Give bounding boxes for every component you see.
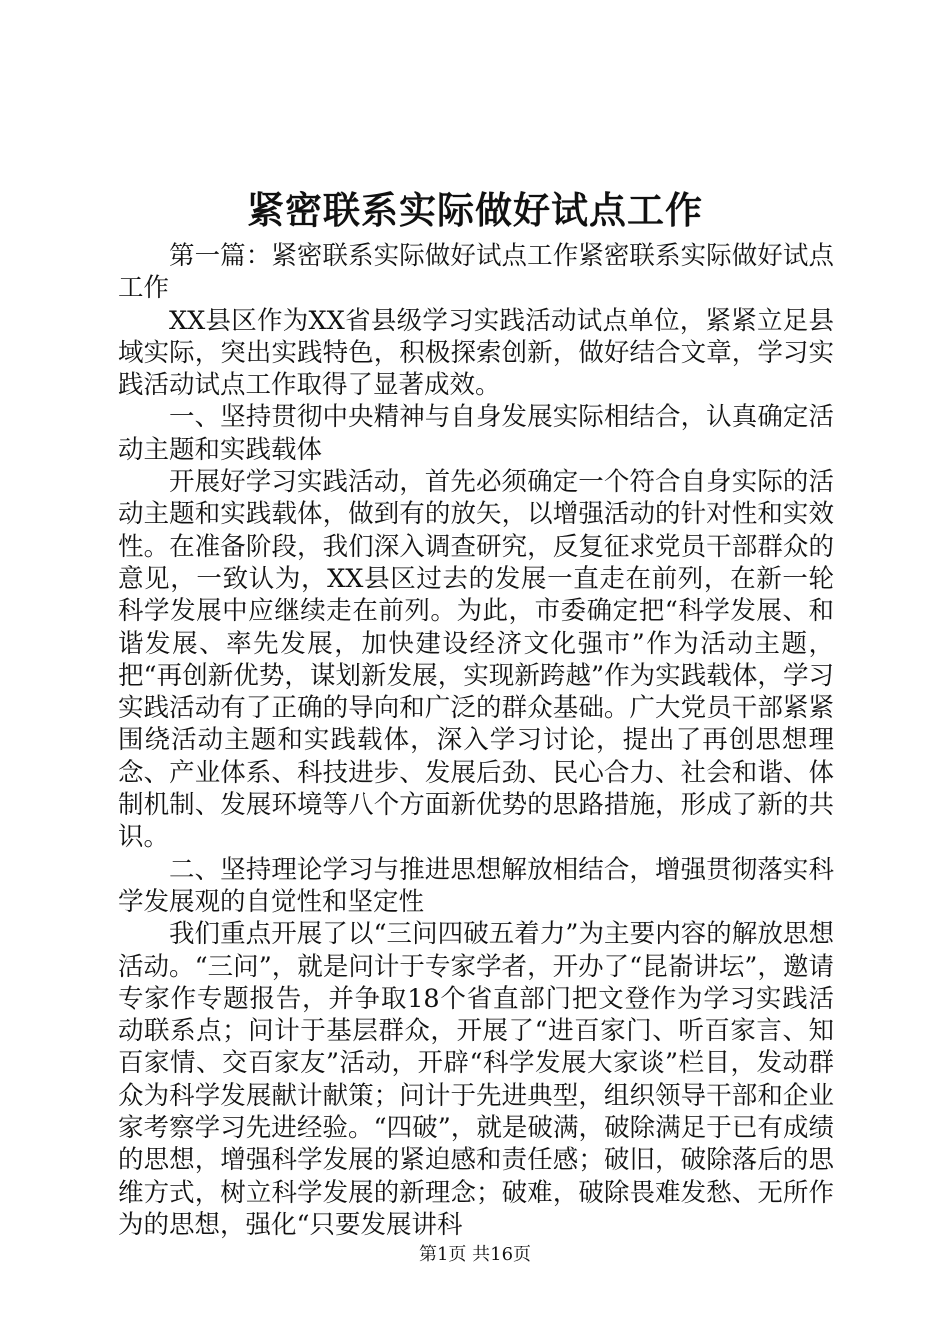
document-body — [118, 240, 834, 1241]
paragraph-section-1-body: 开展好学习实践活动，首先必须确定一个符合自身实际的活动主题和实践载体，做到有的放矢，以增强活动的针对性和实效性。在准备阶段，我们深入调查研究，反复征求党员干部群众的意见，一致认为，XX县区过去的发展一直走在前列，在新一轮科学发展中应继续走在前列。为此，市委确定把“科学发展、和谐发展、率先发展，加快建设经济文化强市”作为活动主题，把“再创新优势，谋划新发展，实现新跨越”作为实践载体，学习实践活动有了正确的导向和广泛的群众基础。广大党员干部紧紧围绕活动主题和实践载体，深入学习讨论，提出了再创思想理念、产业体系、科技进步、发展后劲、民心合力、社会和谐、体制机制、发展环境等八个方面新优势的思路措施，形成了新的共识。 — [118, 467, 834, 853]
paragraph-section-2-heading: 二、坚持理论学习与推进思想解放相结合，增强贯彻落实科学发展观的自觉性和坚定性 — [118, 854, 834, 917]
page-footer: 第1页 共16页 — [418, 1244, 532, 1265]
document-title: 紧密联系实际做好试点工作 — [247, 188, 703, 232]
paragraph-intro: XX县区作为XX省县级学习实践活动试点单位，紧紧立足县域实际，突出实践特色，积极探索创新，做好结合文章，学习实践活动试点工作取得了显著成效。 — [118, 305, 834, 401]
paragraph-section-2-body: 我们重点开展了以“三问四破五着力”为主要内容的解放思想活动。“三问”，就是问计于专家学者，开办了“昆嵛讲坛”，邀请专家作专题报告，并争取18个省直部门把文登作为学习实践活动联系点；问计于基层群众，开展了“进百家门、听百家言、知百家情、交百家友”活动，开辟“科学发展大家谈”栏目，发动群众为科学发展献计献策；问计于先进典型，组织领导干部和企业家考察学习先进经验。“四破”，就是破满，破除满足于已有成绩的思想，增强科学发展的紧迫感和责任感；破旧，破除落后的思维方式，树立科学发展的新理念；破难，破除畏难发愁、无所作为的思想，强化“只要发展讲科 — [118, 919, 834, 1240]
paragraph-section-1-heading: 一、坚持贯彻中央精神与自身发展实际相结合，认真确定活动主题和实践载体 — [118, 402, 834, 465]
paragraph-heading-chapter: 第一篇：紧密联系实际做好试点工作紧密联系实际做好试点工作 — [118, 241, 834, 304]
